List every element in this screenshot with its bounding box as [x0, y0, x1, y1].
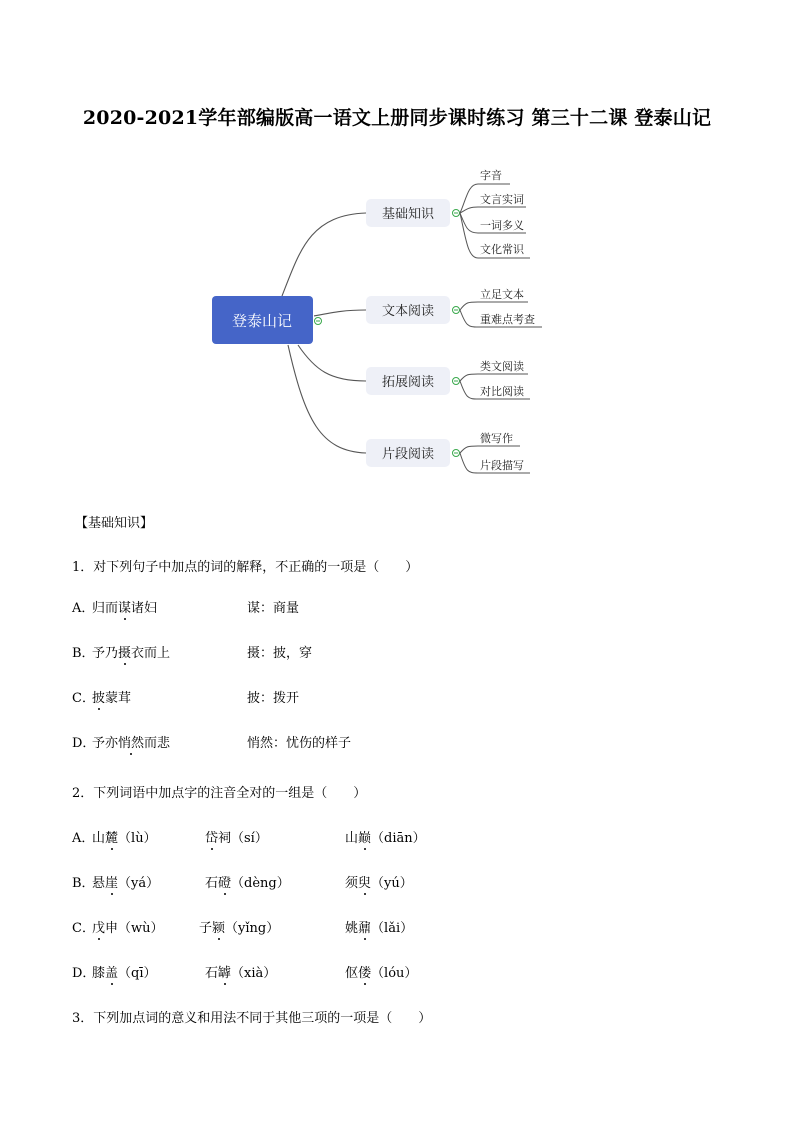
option-sentence — [92, 597, 157, 616]
pinyin-item — [205, 827, 268, 846]
dotted-word: 悄然 — [118, 732, 144, 751]
pinyin-item — [205, 962, 276, 981]
branch-toggle-text-reading[interactable] — [453, 307, 460, 314]
option-gloss: 悄然：忧伤的样子 — [247, 736, 352, 751]
option-letter: B． — [72, 876, 95, 891]
branch-node-passage-reading[interactable] — [366, 439, 450, 467]
text: （xià） — [231, 966, 277, 981]
option-gloss: 谋：商量 — [247, 601, 300, 616]
question-1-stem: 1．对下列句子中加点的词的解释，不正确的一项是（ ） — [72, 560, 419, 575]
branch-label-extended-reading: 拓展阅读 — [381, 375, 435, 390]
branch-node-basics[interactable] — [366, 199, 450, 227]
dotted-char: 岱 — [205, 827, 218, 846]
branch-label-basics: 基础知识 — [381, 207, 435, 222]
pinyin-item — [199, 917, 279, 936]
text: 伛 — [345, 966, 359, 981]
root-node[interactable] — [212, 296, 313, 344]
root-toggle[interactable] — [315, 318, 322, 325]
branch-node-text-reading[interactable] — [366, 296, 450, 324]
pinyin-item — [345, 827, 426, 846]
dotted-char: 颍 — [212, 917, 225, 936]
text: 山 — [345, 831, 359, 846]
leaf-label: 片段描写 — [480, 459, 524, 472]
text: 蒙茸 — [105, 691, 132, 706]
option-letter: A． — [72, 831, 95, 846]
pinyin-item — [345, 917, 413, 936]
text: 申（wù） — [105, 921, 164, 936]
text: （dèng） — [231, 876, 290, 891]
pinyin-item — [92, 872, 159, 891]
dotted-char: 崖 — [105, 872, 118, 891]
question-2-stem: 2．下列词语中加点字的注音全对的一组是（ ） — [72, 786, 367, 801]
dotted-char: 磴 — [218, 872, 231, 891]
text: 须 — [345, 876, 359, 891]
dotted-char: 臾 — [358, 872, 371, 891]
option-gloss: 披：拨开 — [247, 691, 300, 706]
pinyin-item — [92, 827, 157, 846]
option-letter: C． — [72, 691, 95, 706]
dotted-word: 披 — [92, 687, 105, 706]
mind-map — [0, 150, 794, 490]
option-letter: D． — [72, 966, 96, 981]
leaf-label: 重难点考查 — [480, 313, 535, 326]
leaf-label: 文言实词 — [480, 193, 524, 206]
pinyin-item — [345, 962, 417, 981]
text: （yǐng） — [225, 921, 280, 936]
text: 而悲 — [144, 736, 171, 751]
leaf-label: 微写作 — [480, 432, 513, 445]
leaf-label: 立足文本 — [480, 288, 524, 301]
pinyin-item — [92, 917, 164, 936]
leaf-label: 一词多义 — [480, 219, 524, 232]
dotted-char: 鼐 — [358, 917, 371, 936]
branch-label-text-reading: 文本阅读 — [381, 304, 435, 319]
text: （lóu） — [371, 966, 418, 981]
text: 膝 — [92, 966, 106, 981]
text: （qī） — [118, 966, 157, 981]
question-3-stem: 3．下列加点词的意义和用法不同于其他三项的一项是（ ） — [72, 1011, 432, 1026]
branch-toggle-passage-reading[interactable] — [453, 450, 460, 457]
branch-toggle-basics[interactable] — [453, 210, 460, 217]
text: 衣而上 — [131, 646, 171, 661]
text: （yá） — [118, 876, 160, 891]
dotted-char: 罅 — [218, 962, 231, 981]
branch-toggle-extended-reading[interactable] — [453, 378, 460, 385]
option-sentence — [92, 732, 170, 751]
text: 祠（sí） — [218, 831, 268, 846]
dotted-word: 摄 — [118, 642, 131, 661]
text: 山 — [92, 831, 106, 846]
leaf-label: 对比阅读 — [480, 385, 524, 398]
option-sentence — [92, 642, 170, 661]
page-title: 2020-2021学年部编版高一语文上册同步课时练习 第三十二课 登泰山记 — [82, 107, 712, 129]
dotted-word: 谋 — [118, 597, 131, 616]
text: 予乃 — [92, 646, 119, 661]
pinyin-item — [205, 872, 290, 891]
text: 诸妇 — [131, 601, 158, 616]
text: （lǎi） — [371, 921, 414, 936]
branch-node-extended-reading[interactable] — [366, 367, 450, 395]
section-heading: 【基础知识】 — [75, 516, 154, 531]
text: 石 — [205, 966, 219, 981]
text: 石 — [205, 876, 219, 891]
option-letter: D． — [72, 736, 96, 751]
branch-label-passage-reading: 片段阅读 — [381, 447, 435, 462]
text: 姚 — [345, 921, 359, 936]
text: 子 — [199, 921, 213, 936]
dotted-char: 偻 — [358, 962, 371, 981]
text: 归而 — [92, 601, 119, 616]
text: 予亦 — [92, 736, 119, 751]
leaf-label: 字音 — [480, 169, 502, 182]
leaf-label: 文化常识 — [480, 243, 524, 256]
option-letter: C． — [72, 921, 95, 936]
text: （lù） — [118, 831, 157, 846]
text: （diān） — [371, 831, 426, 846]
text: （yú） — [371, 876, 413, 891]
leaf-label: 类文阅读 — [480, 360, 524, 373]
pinyin-item — [92, 962, 157, 981]
option-letter: A． — [72, 601, 95, 616]
dotted-char: 戊 — [92, 917, 105, 936]
dotted-char: 巅 — [358, 827, 371, 846]
root-label: 登泰山记 — [231, 312, 293, 330]
option-sentence — [92, 687, 131, 706]
dotted-char: 麓 — [105, 827, 118, 846]
pinyin-item — [345, 872, 413, 891]
text: 悬 — [92, 876, 106, 891]
dotted-char: 盖 — [105, 962, 118, 981]
option-letter: B． — [72, 646, 95, 661]
option-gloss: 摄：披，穿 — [247, 646, 313, 661]
